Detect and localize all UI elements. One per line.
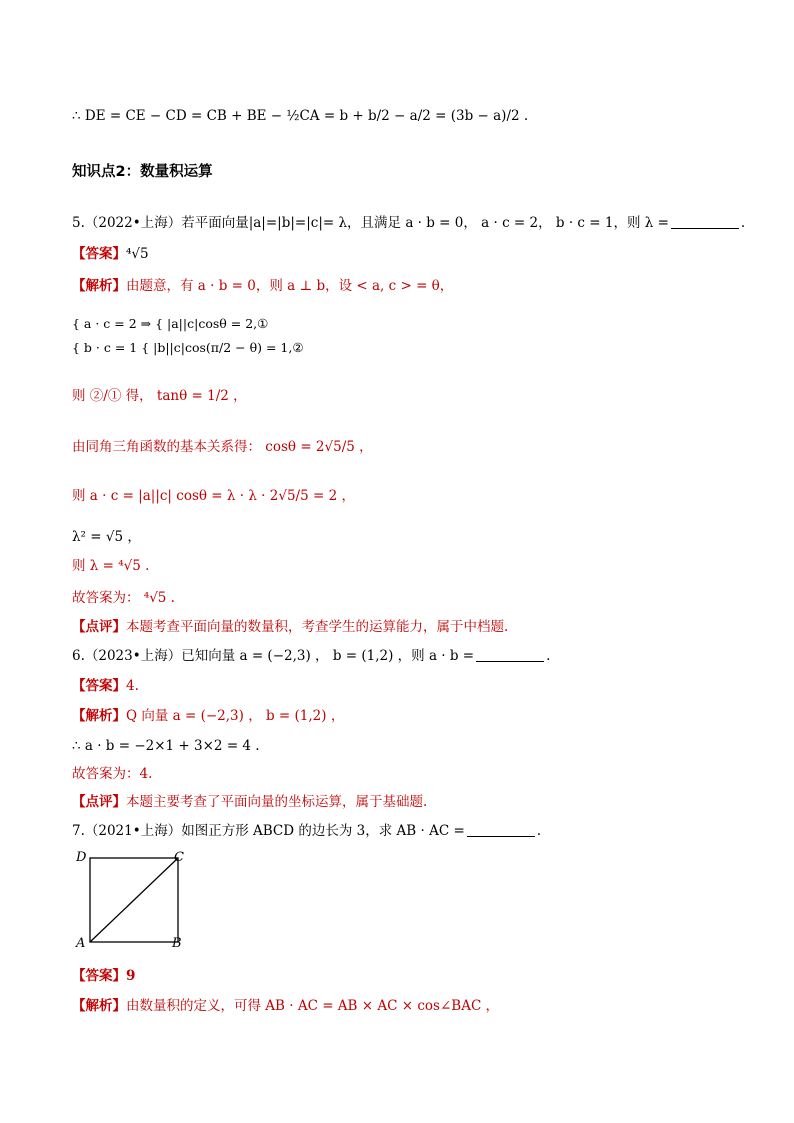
analysis-5-step-4: 则 a · c = |a||c| cosθ = λ · λ · 2√5/5 = 2 ， bbox=[72, 488, 355, 504]
question-6-text: 6.（2023•上海）已知向量 a = (−2,3) ， b = (1,2) ，则 a · b = bbox=[72, 648, 475, 664]
answer-blank bbox=[476, 647, 544, 662]
answer-blank bbox=[467, 822, 535, 837]
analysis-5-step-5: λ² = √5 ， bbox=[72, 529, 141, 545]
answer-tag: 【答案】 bbox=[72, 678, 126, 694]
analysis-5 bbox=[72, 276, 453, 296]
question-7-end: . bbox=[536, 823, 542, 839]
question-7 bbox=[72, 821, 541, 841]
question-6-end: . bbox=[546, 648, 551, 664]
question-5-end: . bbox=[740, 215, 746, 231]
equation-system-line-2: { b · c = 1 { |b||c|cos(π/2 − θ) = 1,② bbox=[72, 340, 304, 355]
diagonal-ac bbox=[90, 858, 178, 942]
answer-tag: 【答案】 bbox=[72, 246, 126, 262]
comment-tag: 【点评】 bbox=[72, 619, 126, 635]
answer-5 bbox=[72, 244, 149, 264]
comment-text: 本题考查平面向量的数量积，考查学生的运算能力，属于中档题. bbox=[126, 619, 509, 635]
analysis-text: 由数量积的定义，可得 AB · AC = AB × AC × cos∠BAC ， bbox=[126, 998, 500, 1014]
analysis-5-step-2: 则 ②/① 得， tanθ = 1/2 ， bbox=[72, 388, 247, 404]
square-figure bbox=[72, 850, 192, 955]
analysis-6 bbox=[72, 706, 344, 726]
comment-tag: 【点评】 bbox=[72, 794, 126, 810]
question-5-text: 5.（2022•上海）若平面向量|a|=|b|=|c|= λ，且满足 a · b = 0， a · c = 2， b · c = 1，则 λ = bbox=[72, 215, 669, 231]
answer-tag: 【答案】 bbox=[72, 968, 126, 984]
question-5 bbox=[72, 213, 745, 233]
analysis-tag: 【解析】 bbox=[72, 278, 126, 294]
answer-value: 4. bbox=[126, 678, 139, 694]
analysis-5-step-6: 则 λ = ⁴√5 . bbox=[72, 558, 150, 574]
analysis-text: Q 向量 a = (−2,3) ， b = (1,2) ， bbox=[126, 708, 345, 724]
answer-value: ⁴√5 bbox=[126, 246, 149, 262]
vertex-label-d: D bbox=[76, 850, 87, 865]
analysis-6-step-2: ∴ a · b = −2×1 + 3×2 = 4 . bbox=[72, 738, 260, 754]
question-7-text: 7.（2021•上海）如图正方形 ABCD 的边长为 3，求 AB · AC = bbox=[72, 823, 465, 839]
vertex-label-c: C bbox=[174, 850, 184, 865]
analysis-7 bbox=[72, 996, 499, 1016]
analysis-tag: 【解析】 bbox=[72, 998, 126, 1014]
comment-text: 本题主要考查了平面向量的坐标运算，属于基础题. bbox=[126, 794, 428, 810]
answer-blank bbox=[671, 214, 739, 229]
derivation-line: ∴ DE = CE − CD = CB + BE − ½CA = b + b/2 − a/2 = (3b − a)/2 . bbox=[72, 108, 529, 124]
answer-6 bbox=[72, 676, 139, 696]
vertex-label-b: B bbox=[172, 936, 182, 951]
answer-value: 9 bbox=[126, 968, 136, 984]
analysis-5-step-3: 由同角三角函数的基本关系得： cosθ = 2√5/5 ， bbox=[72, 439, 373, 455]
analysis-tag: 【解析】 bbox=[72, 708, 126, 724]
answer-7 bbox=[72, 966, 135, 986]
section-heading: 知识点2：数量积运算 bbox=[72, 164, 213, 180]
equation-system-line-1: { a · c = 2 ⇒ { |a||c|cosθ = 2,① bbox=[72, 316, 269, 331]
analysis-6-step-3: 故答案为：4. bbox=[72, 766, 153, 782]
question-6 bbox=[72, 646, 550, 666]
analysis-text: 由题意，有 a · b = 0，则 a ⊥ b，设 < a, c > = θ， bbox=[126, 278, 454, 294]
analysis-5-step-7: 故答案为： ⁴√5 . bbox=[72, 590, 175, 606]
vertex-label-a: A bbox=[76, 936, 86, 951]
comment-6 bbox=[72, 792, 427, 812]
comment-5 bbox=[72, 617, 508, 637]
